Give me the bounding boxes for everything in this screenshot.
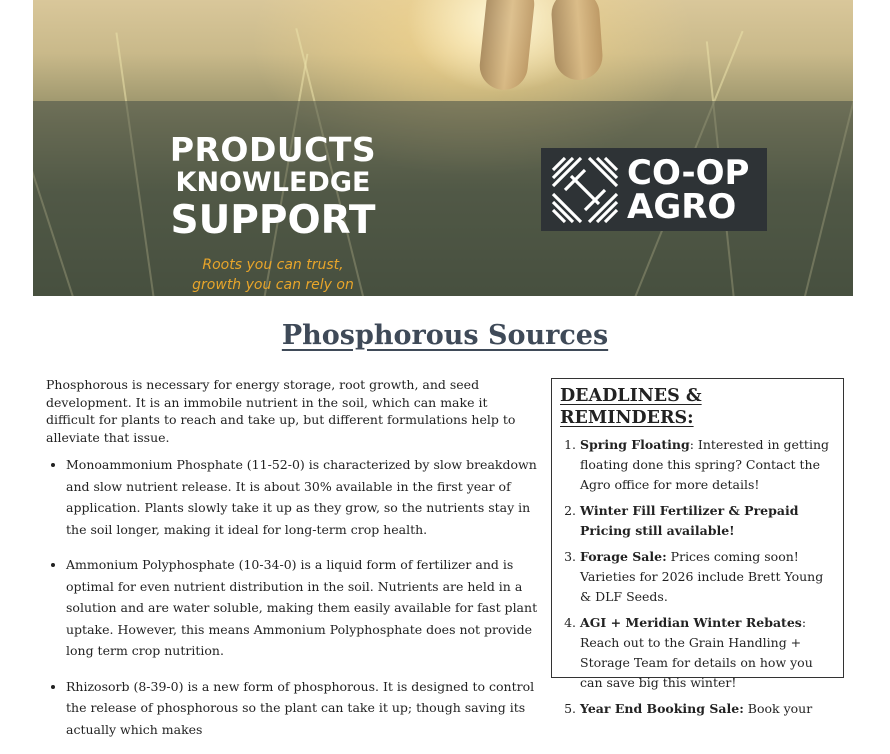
list-item-map: • Monoammonium Phosphate (11-52-0) is characterized by slow breakdown and slow nutrient release. It is about 30% available in the first year of application. Plants slowly take it up as they grow, so the nutrients stay in the soil longer, making it ideal for long-term crop health. — [66, 454, 540, 540]
list-item-app: • Ammonium Polyphosphate (10-34-0) is a liquid form of fertilizer and is optimal for even nutrient distribution in the soil. Nutrients are held in a solution and are water soluble, making them easily available for fast plant uptake. However, this means Ammonium Polyphosphate does not provide long term crop nutrition. — [66, 554, 540, 662]
article-intro: Phosphorous is necessary for energy storage, root growth, and seed development. It is an immobile nutrient in the soil, which can make it difficult for plants to reach and take up, but different formulations help to alleviate that issue. — [46, 377, 516, 445]
reminder-body: Interested in getting floating done this spring? Contact the Agro office for more details! — [580, 437, 830, 492]
reminder-item — [580, 613, 833, 693]
reminder-title: Winter Fill Fertilizer & Prepaid Pricing still available! — [580, 503, 799, 538]
deadlines-reminders-box — [551, 378, 844, 716]
reminder-item — [580, 547, 833, 607]
logo-line2: AGRO — [627, 186, 737, 227]
header-title — [143, 132, 403, 244]
reminder-item — [580, 435, 833, 495]
reminder-item — [580, 699, 833, 719]
reminder-item — [580, 501, 833, 541]
reminder-body: Book your — [743, 701, 813, 716]
reminder-title: Spring Floating — [580, 437, 690, 452]
header-title-line2: KNOWLEDGE — [175, 167, 371, 198]
header-title-line1: PRODUCTS — [169, 130, 377, 169]
reminder-title: Year End Booking Sale: — [580, 701, 744, 716]
hand-image — [477, 0, 536, 92]
logo-weave-icon — [551, 156, 619, 224]
reminder-body: Reach out to the Grain Handling + Storage Team for details on how you can save big this winter! — [580, 635, 813, 690]
header-tagline-line1: Roots you can trust, — [202, 257, 344, 273]
header-banner — [33, 0, 853, 296]
phosphorous-source-list — [46, 454, 540, 740]
header-tagline — [143, 255, 403, 295]
reminder-title: Forage Sale: — [580, 549, 667, 564]
sidebar-heading: DEADLINES & REMINDERS: — [560, 386, 702, 428]
header-tagline-line2: growth you can rely on — [192, 277, 354, 293]
hand-finger-image — [550, 0, 604, 82]
page-title: Phosphorous Sources — [281, 320, 609, 351]
logo-line1: CO-OP — [627, 152, 750, 193]
reminder-title: AGI + Meridian Winter Rebates — [580, 615, 802, 630]
reminder-separator: : — [801, 615, 807, 630]
header-title-line3: SUPPORT — [170, 198, 376, 243]
reminder-list — [560, 435, 833, 719]
reminder-separator: : — [689, 437, 694, 452]
coop-agro-logo — [541, 148, 767, 231]
article-body — [46, 376, 540, 754]
list-item-rhizosorb: • Rhizosorb (8-39-0) is a new form of phosphorous. It is designed to control the release of phosphorous so the plant can take it up; though saving its actually which makes — [66, 676, 540, 741]
logo-wordmark — [627, 152, 750, 227]
reminder-body: Prices coming soon! Varieties for 2026 include Brett Young & DLF Seeds. — [580, 549, 824, 604]
